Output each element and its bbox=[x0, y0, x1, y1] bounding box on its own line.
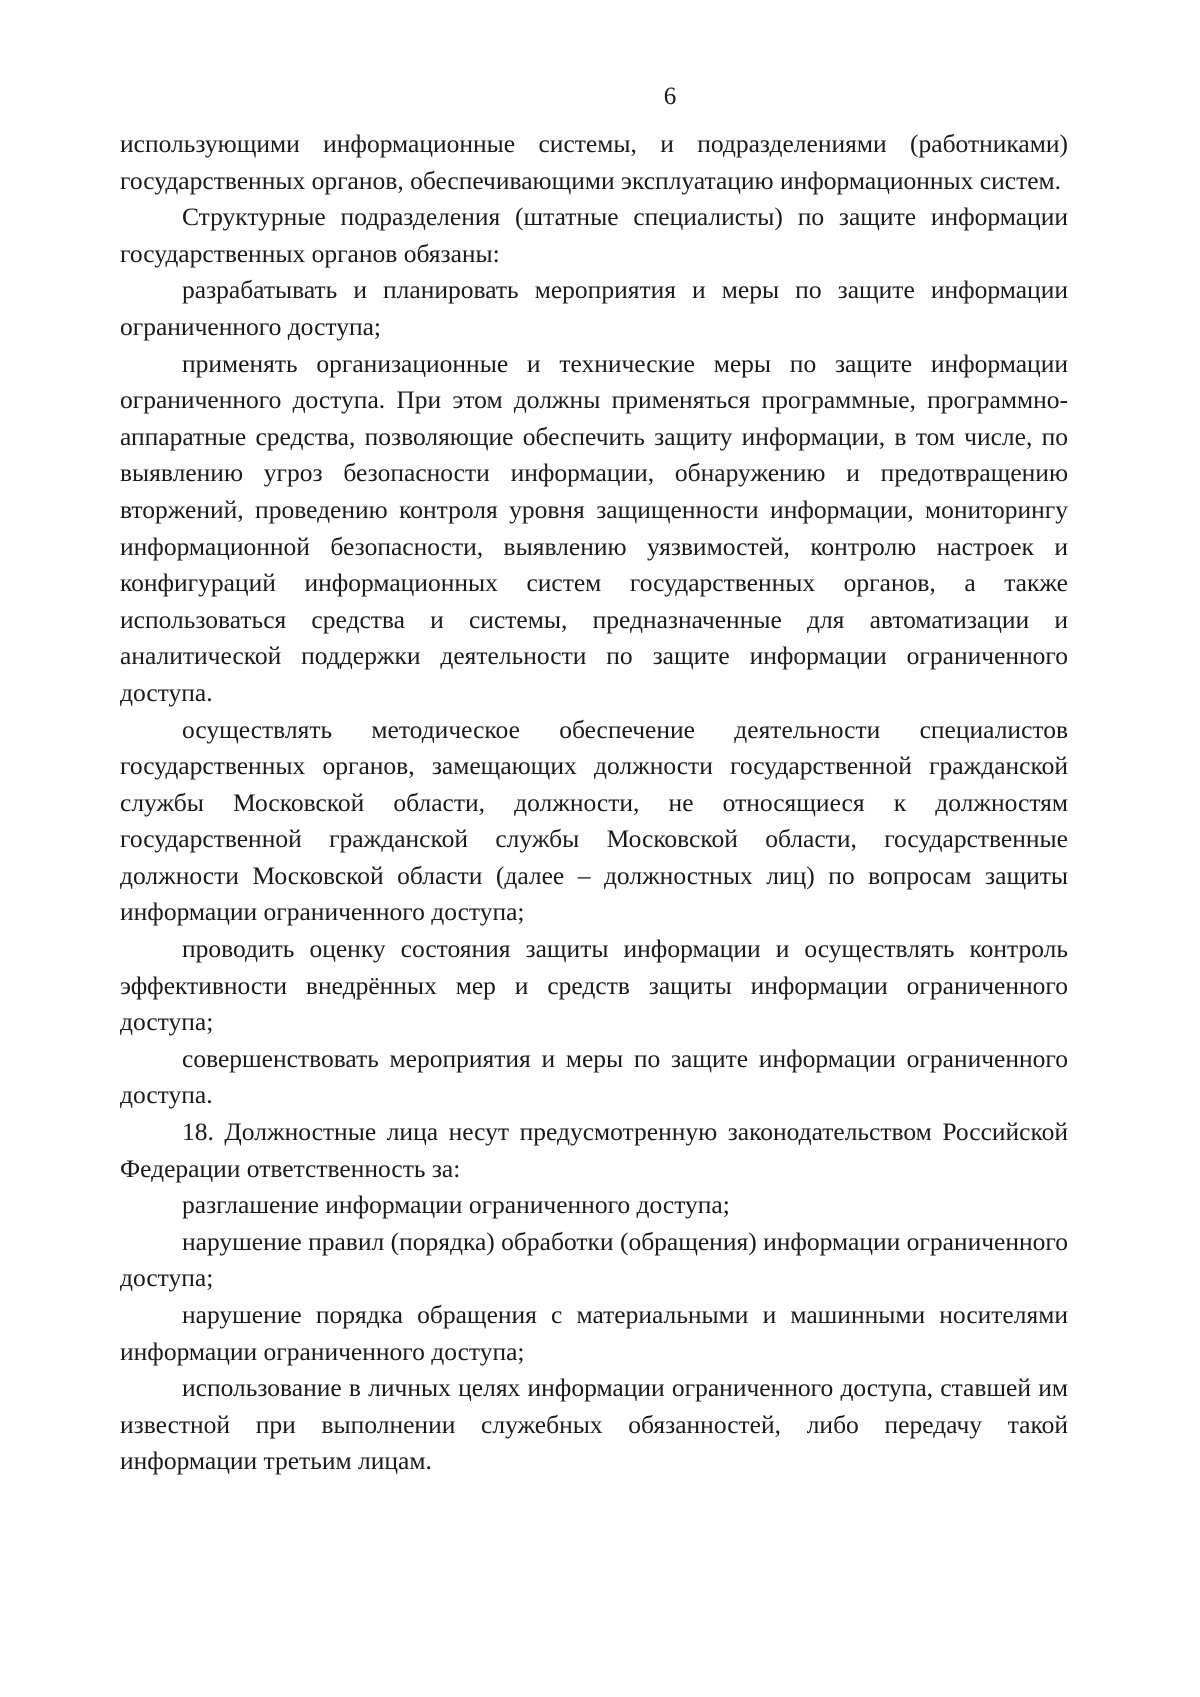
paragraph: применять организационные и технические меры по защите информации ограниченного доступа. При этом должны применяться программные, программно-аппаратные средства, позволяющие обеспечить защиту информации, в том числе, по выявлению угроз безопасности информации, обнаружению и предотвращению вторжений, проведению контроля уровня защищенности информации, мониторингу информационной безопасности, выявлению уязвимостей, контролю настроек и конфигураций информационных систем государственных органов, а также использоваться средства и системы, предназначенные для автоматизации и аналитической поддержки деятельности по защите информации ограниченного доступа. bbox=[120, 348, 1068, 707]
page-number: 6 bbox=[663, 83, 677, 110]
paragraph: разглашение информации ограниченного доступа; bbox=[182, 1190, 730, 1220]
paragraph: использование в личных целях информации ограниченного доступа, ставшей им известной при выполнении служебных обязанностей, либо передачу такой информации третьим лицам. bbox=[120, 1373, 1068, 1476]
paragraph: совершенствовать мероприятия и меры по защите информации ограниченного доступа. bbox=[120, 1043, 1068, 1110]
paragraph: нарушение правил (порядка) обработки (обращения) информации ограниченного доступа; bbox=[120, 1226, 1068, 1293]
paragraph: проводить оценку состояния защиты информации и осуществлять контроль эффективности внедрённых мер и средств защиты информации ограниченного доступа; bbox=[120, 934, 1068, 1037]
document-body bbox=[120, 126, 1068, 1480]
paragraph: осуществлять методическое обеспечение деятельности специалистов государственных органов, замещающих должности государственной гражданской службы Московской области, должности, не относящиеся к должностям государственной гражданской службы Московской области, государственные должности Московской области (далее – должностных лиц) по вопросам защиты информации ограниченного доступа; bbox=[120, 714, 1068, 927]
paragraph: нарушение порядка обращения с материальными и машинными носителями информации ограниченного доступа; bbox=[120, 1300, 1068, 1366]
paragraph: Структурные подразделения (штатные специалисты) по защите информации государственных органов обязаны: bbox=[120, 202, 1068, 268]
paragraph: 18. Должностные лица несут предусмотренную законодательством Российской Федерации ответственность за: bbox=[120, 1117, 1068, 1183]
paragraph: разрабатывать и планировать мероприятия и меры по защите информации ограниченного доступа; bbox=[120, 275, 1068, 341]
paragraph: использующими информационные системы, и подразделениями (работниками) государственных органов, обеспечивающими эксплуатацию информационных систем. bbox=[120, 129, 1068, 195]
